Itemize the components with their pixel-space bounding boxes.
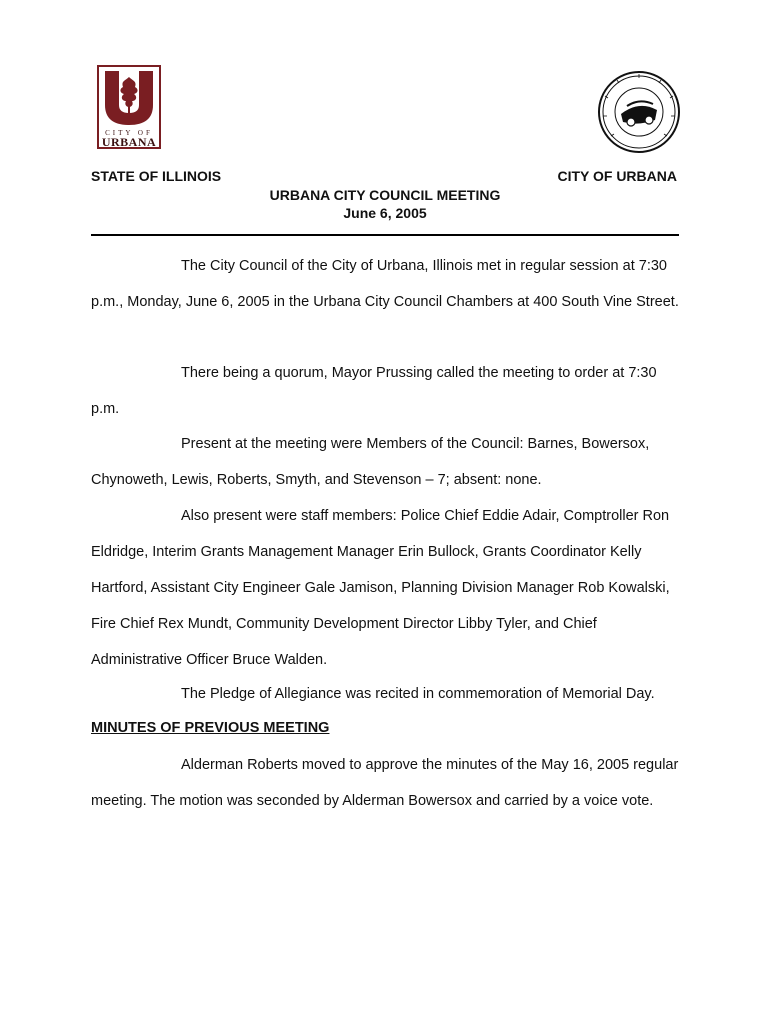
logo-city-of-text: CITY OF <box>105 129 153 137</box>
city-of-urbana-logo <box>97 65 161 149</box>
city-label: CITY OF URBANA <box>557 168 677 184</box>
paragraph-text: The Pledge of Allegiance was recited in commemoration of Memorial Day. <box>181 686 655 702</box>
paragraph-text: Alderman Roberts moved to approve the minutes of the May 16, 2005 regular meeting. The motion was seconded by Alderman Bowersox and carried by a voice vote. <box>91 757 679 809</box>
paragraph-session <box>91 248 679 320</box>
meeting-date: June 6, 2005 <box>343 205 427 221</box>
paragraph-text: Also present were staff members: Police Chief Eddie Adair, Comptroller Ron Eldridge, Interim Grants Management Manager Erin Bullock, Grants Coordinator Kelly Hartford, Assistant City Engineer Gale Jamison, Planning Division Manager Rob Kowalski, Fire Chief Rex Mundt, Community Development Director Libby Tyler, and Chief Administrative Officer Bruce Walden. <box>91 508 670 668</box>
paragraph-pledge <box>91 676 679 712</box>
paragraph-quorum <box>91 355 679 427</box>
header-divider <box>91 234 679 236</box>
paragraph-minutes-motion <box>91 747 679 819</box>
paragraph-text: Present at the meeting were Members of the Council: Barnes, Bowersox, Chynoweth, Lewis, Roberts, Smyth, and Stevenson – 7; absent: none. <box>91 436 650 488</box>
city-seal-icon <box>597 70 681 154</box>
paragraph-text: There being a quorum, Mayor Prussing called the meeting to order at 7:30 p.m. <box>91 365 657 417</box>
paragraph-text: The City Council of the City of Urbana, Illinois met in regular session at 7:30 p.m., Monday, June 6, 2005 in the Urbana City Council Chambers at 400 South Vine Street. <box>91 258 679 310</box>
logo-urbana-text: URBANA <box>101 135 157 149</box>
section-heading-minutes: MINUTES OF PREVIOUS MEETING <box>91 720 330 736</box>
paragraph-staff-members <box>91 498 679 678</box>
meeting-title: URBANA CITY COUNCIL MEETING <box>269 187 501 203</box>
state-label: STATE OF ILLINOIS <box>91 168 222 184</box>
oak-leaf-u-icon <box>99 67 159 129</box>
paragraph-present-members <box>91 426 679 498</box>
